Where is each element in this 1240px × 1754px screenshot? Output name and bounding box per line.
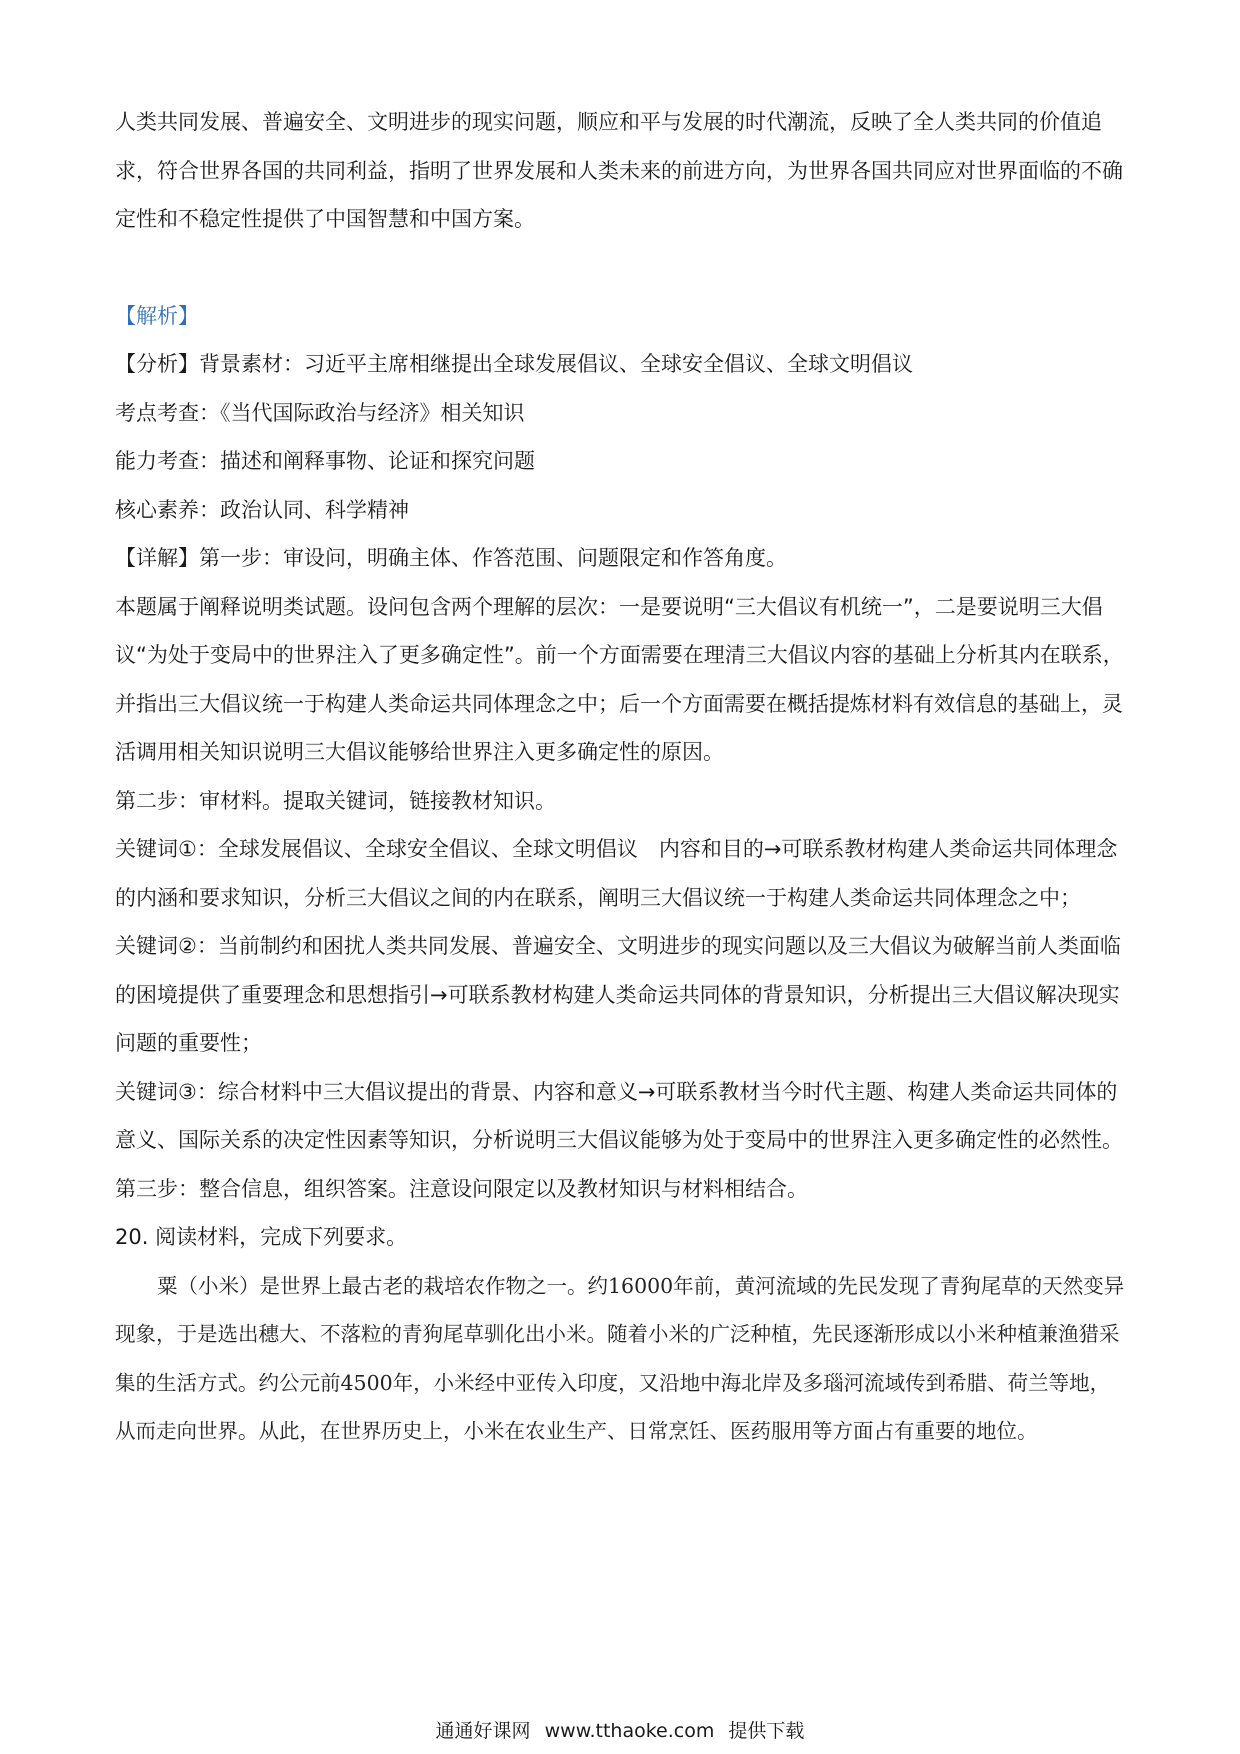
detail-paragraph: 关键词①：全球发展倡议、全球安全倡议、全球文明倡议 内容和目的→可联系教材构建人类命运共同体理念的内涵和要求知识，分析三大倡议之间的内在联系，阐明三大倡议统一于构建人类命运共同体理念之中； <box>115 837 1118 910</box>
intro-paragraph: 人类共同发展、普遍安全、文明进步的现实问题，顺应和平与发展的时代潮流，反映了全人类共同的价值追求，符合世界各国的共同利益，指明了世界发展和人类未来的前进方向，为世界各国共同应对世界面临的不确定性和不稳定性提供了中国智慧和中国方案。 <box>115 110 1123 231</box>
analysis-line: 考点考查：《当代国际政治与经济》相关知识 <box>115 400 525 425</box>
analysis-line: 【详解】第一步：审设问，明确主体、作答范围、问题限定和作答角度。 <box>115 546 787 570</box>
footer-note: 提供下载 <box>728 1720 805 1742</box>
detail-paragraph: 第二步：审材料。提取关键词，链接教材知识。 <box>115 788 556 813</box>
analysis-heading: 【解析】 <box>115 303 199 328</box>
detail-paragraph: 第三步：整合信息，组织答案。注意设问限定以及教材知识与材料相结合。 <box>115 1176 808 1201</box>
detail-paragraph: 本题属于阐释说明类试题。设问包含两个理解的层次：一是要说明“三大倡议有机统一”，二是要说明三大倡议“为处于变局中的世界注入了更多确定性”。前一个方面需要在理清三大倡议内容的基础上分析其内在联系，并指出三大倡议统一于构建人类命运共同体理念之中；后一个方面需要在概括提炼材料有效信息的基础上，灵活调用相关知识说明三大倡议能够给世界注入更多确定性的原因。 <box>115 594 1124 764</box>
analysis-line: 【分析】背景素材：习近平主席相继提出全球发展倡议、全球安全倡议、全球文明倡议 <box>115 352 913 376</box>
detail-paragraph: 关键词③：综合材料中三大倡议提出的背景、内容和意义→可联系教材当今时代主题、构建人类命运共同体的意义、国际关系的决定性因素等知识，分析说明三大倡议能够为处于变局中的世界注入更多确定性的必然性。 <box>115 1079 1123 1152</box>
question-heading: 20. 阅读材料，完成下列要求。 <box>115 1225 408 1249</box>
page-footer <box>0 1716 1240 1743</box>
analysis-line: 能力考查：描述和阐释事物、论证和探究问题 <box>115 449 535 473</box>
analysis-line: 核心素养：政治认同、科学精神 <box>115 497 409 522</box>
footer-site-name: 通通好课网 <box>435 1720 531 1742</box>
footer-url-link[interactable]: www.tthaoke.com <box>544 1720 715 1742</box>
detail-paragraph: 关键词②：当前制约和困扰人类共同发展、普遍安全、文明进步的现实问题以及三大倡议为破解当前人类面临的困境提供了重要理念和思想指引→可联系教材构建人类命运共同体的背景知识，分析提出三大倡议解决现实问题的重要性； <box>115 934 1121 1055</box>
page-content <box>115 98 1125 1456</box>
question-material: 粟（小米）是世界上最古老的栽培农作物之一。约16000年前，黄河流域的先民发现了青狗尾草的天然变异现象，于是选出穗大、不落粒的青狗尾草驯化出小米。随着小米的广泛种植，先民逐渐形成以小米种植兼渔猎采集的生活方式。约公元前4500年，小米经中亚传入印度，又沿地中海北岸及多瑙河流域传到希腊、荷兰等地，从而走向世界。从此，在世界历史上，小米在农业生产、日常烹饪、医药服用等方面占有重要的地位。 <box>115 1273 1125 1443</box>
